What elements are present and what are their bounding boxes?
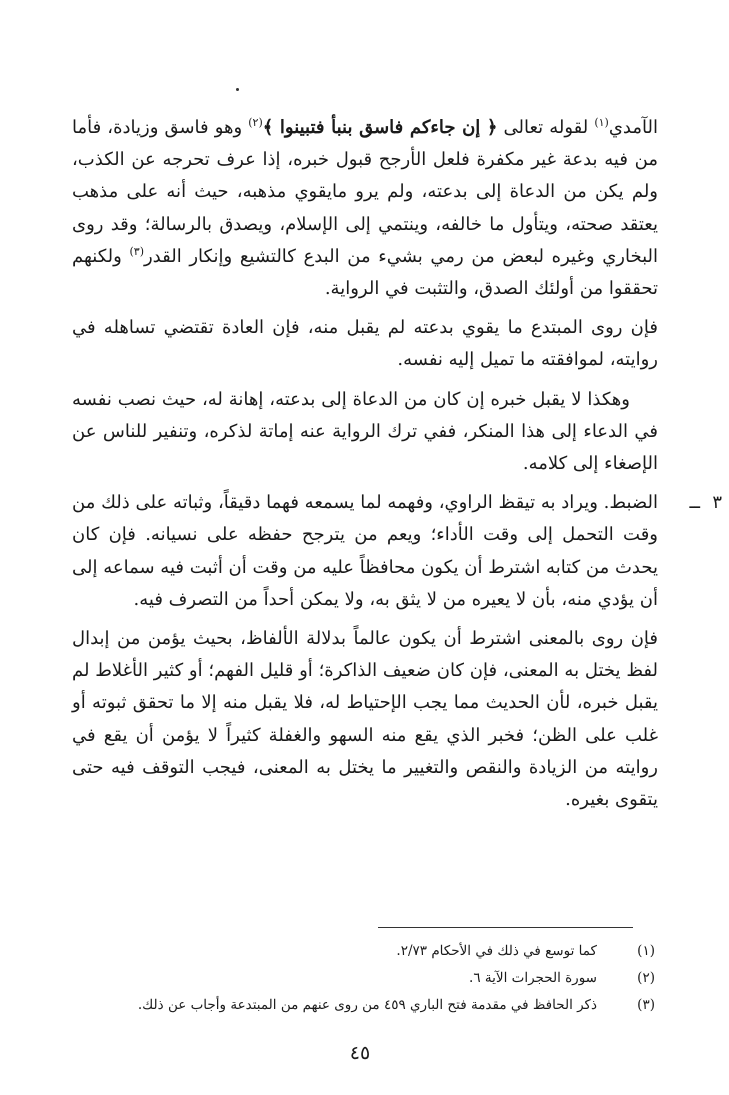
paragraph-1-text-c: ولكنهم تحققوا من أولئك الصدق، والتثبت في الرواية.: [72, 245, 658, 300]
footnote-text: سورة الحجرات الآية ٦.: [469, 970, 597, 986]
page-mark-dot: [236, 88, 239, 91]
paragraph-2: فإن روى المبتدع ما يقوي بدعته لم يقبل منه، فإن العادة تقتضي تساهله في روايته، لموافقته ما تميل إليه نفسه.: [72, 317, 658, 371]
footnote-number: (٢): [637, 970, 655, 986]
page-number: ٤٥: [349, 1042, 371, 1064]
footnote-number: (١): [637, 943, 655, 959]
main-text: [72, 112, 722, 823]
footnote-text: ذكر الحافظ في مقدمة فتح الباري ٤٥٩ من روى عنهم من المبتدعة وأجاب عن ذلك.: [137, 997, 597, 1013]
footnotes: [100, 938, 655, 1019]
footnote-2: [100, 965, 655, 992]
footnote-number: (٣): [637, 997, 655, 1013]
footnote-text: كما توسع في ذلك في الأحكام ٢/٧٣.: [396, 943, 597, 959]
footnote-3: [100, 992, 655, 1019]
paragraph-1: [72, 112, 658, 305]
footnote-ref-2: (٢): [248, 116, 263, 129]
footnote-1: [100, 938, 655, 965]
list-item-3: [72, 487, 722, 616]
footnote-separator: [378, 927, 633, 928]
word-amidi: الآمدي: [608, 117, 658, 138]
footnote-ref-1: (١): [594, 116, 609, 129]
paragraph-1-text-a: لقوله تعالى: [497, 117, 595, 138]
paragraph-4: الضبط. ويراد به تيقظ الراوي، وفهمه لما يسمعه فهما دقيقاً، وثباته على ذلك من وقت التحمل إلى وقت الأداء؛ ويعم من يترجح حفظه على نسيانه. فإن كان يحدث من كتابه اشترط أن يكون محافظاً عليه من وقت أن أثبت فيه سماعه إلى أن يؤدي منه، بأن لا يعيره من لا يثق به، ولا يمكن أحداً من التصرف فيه.: [72, 492, 658, 610]
paragraph-3: وهكذا لا يقبل خبره إن كان من الدعاة إلى بدعته، إهانة له، حيث نصب نفسه في الدعاء إلى هذا المنكر، ففي ترك الرواية عنه إماتة لذكره، وتنفير للناس عن الإصغاء إلى كلامه.: [72, 388, 658, 475]
paragraph-5: فإن روى بالمعنى اشترط أن يكون عالماً بدلالة الألفاظ، بحيث يؤمن من إبدال لفظ يختل به المعنى، فإن كان ضعيف الذاكرة؛ أو قليل الفهم؛ أو كثير الأغلاط لم يقبل خبره، لأن الحديث مما يجب الإحتياط له، فلا يقبل منه إلا ما تحقق ثبوته أو غلب على الظن؛ فخبر الذي يقع منه السهو والغفلة كثيراً لا يؤمن أن يقع في روايته من الزيادة والنقص والتغيير ما يختل به المعنى، فيجب التوقف فيه حتى يتقوى بغيره.: [72, 628, 658, 811]
quran-verse: ﴿ إن جاءكم فاسق بنبأ فتبينوا ﴾: [262, 117, 498, 138]
paragraph-1-text-b: وهو فاسق وزيادة، فأما من فيه بدعة غير مكفرة فلعل الأرجح قبول خبره، إذا عرف تحرجه عن الكذب، ولم يكن من الدعاة إلى بدعته، ولم يرو مايقوي مذهبه، حيث أنه على مذهب يعتقد صحته، ويتأول ما خالفه، وينتمي إلى الإسلام، ويصدق بالرسالة؛ وقد روى البخاري وغيره لبعض من رمي بشيء من البدع كالتشيع وإنكار القدر: [72, 117, 658, 267]
item-dash: ــ: [689, 492, 700, 514]
footnote-ref-3: (٣): [129, 244, 144, 258]
item-number: ٣: [712, 492, 722, 514]
